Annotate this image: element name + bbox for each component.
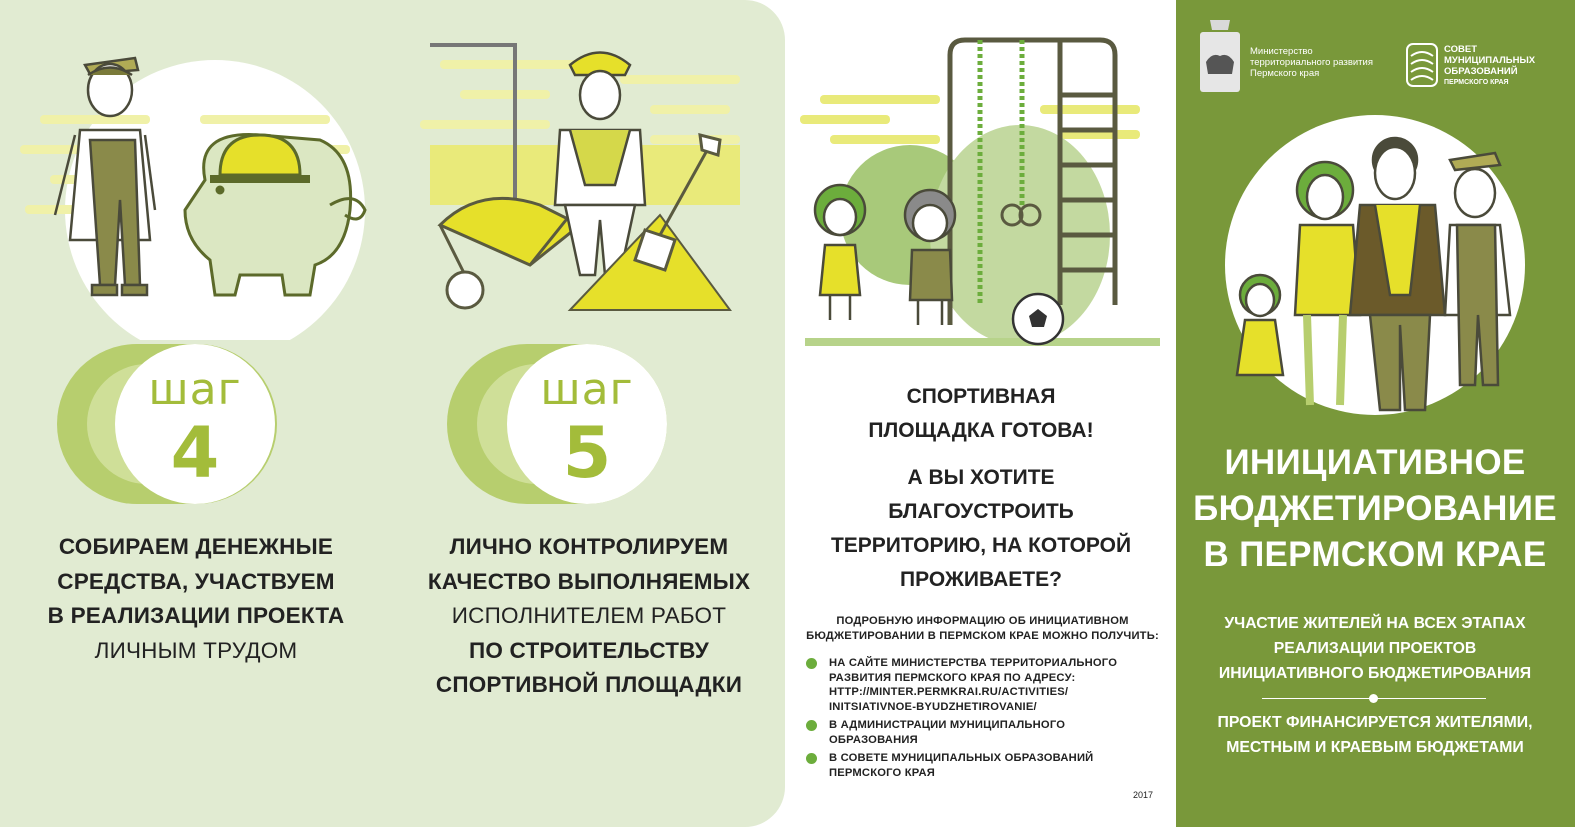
council-logo-icon [1405, 42, 1439, 90]
step5-line: ИСПОЛНИТЕЛЕМ РАБОТ [451, 603, 727, 628]
ministry-line: Министерство [1250, 46, 1313, 57]
bullet-icon [806, 720, 817, 731]
divider-dot [1369, 694, 1378, 703]
ministry-line: территориального развития [1250, 57, 1373, 68]
info-list [806, 656, 1166, 784]
ready-line: СПОРТИВНАЯ [906, 385, 1056, 408]
participation-line: РЕАЛИЗАЦИИ ПРОЕКТОВ [1273, 640, 1477, 657]
question-line: БЛАГОУСТРОИТЬ [888, 500, 1074, 523]
title-line: В ПЕРМСКОМ КРАЕ [1203, 535, 1547, 574]
info-line: НА САЙТЕ МИНИСТЕРСТВА ТЕРРИТОРИАЛЬНОГО [829, 657, 1118, 669]
question-heading [795, 461, 1167, 597]
step4-line: В РЕАЛИЗАЦИИ ПРОЕКТА [47, 603, 345, 628]
soccer-ball-icon [1013, 294, 1063, 344]
step4-number: 4 [170, 412, 220, 494]
council-line: СОВЕТ [1444, 44, 1478, 55]
council-name [1444, 44, 1535, 88]
ministry-name [1250, 46, 1373, 79]
step4-description [20, 530, 372, 668]
step4-line: СРЕДСТВА, УЧАСТВУЕМ [57, 568, 335, 594]
bullet-icon [806, 658, 817, 669]
wheelbarrow-icon [440, 198, 580, 308]
step5-line: ПО СТРОИТЕЛЬСТВУ [469, 637, 709, 663]
step5-description [412, 530, 766, 703]
year-label: 2017 [1133, 790, 1154, 800]
step4-line: СОБИРАЕМ ДЕНЕЖНЫЕ [58, 534, 334, 559]
info-intro [800, 614, 1165, 643]
step4-illustration [20, 40, 380, 340]
step4-badge [57, 344, 287, 504]
info-intro-line: ПОДРОБНУЮ ИНФОРМАЦИЮ ОБ ИНИЦИАТИВНОМ [836, 615, 1129, 627]
info-line: ПЕРМСКОГО КРАЯ [829, 766, 935, 779]
step5-circle [507, 344, 667, 504]
info-intro-line: БЮДЖЕТИРОВАНИИ В ПЕРМСКОМ КРАЕ МОЖНО ПОЛУЧИТЬ: [806, 629, 1159, 642]
council-line: МУНИЦИПАЛЬНЫХ [1444, 55, 1536, 66]
info-item-website [806, 656, 1166, 714]
step5-word: шаг [540, 364, 634, 415]
worker-icon [555, 53, 645, 276]
council-line: ПЕРМСКОГО КРАЯ [1444, 79, 1509, 86]
participation-line: УЧАСТИЕ ЖИТЕЛЕЙ НА ВСЕХ ЭТАПАХ [1224, 615, 1526, 632]
ministry-line: Пермского края [1250, 68, 1320, 79]
question-line: ТЕРРИТОРИЮ, НА КОТОРОЙ [830, 534, 1132, 557]
ready-line: ПЛОЩАДКА ГОТОВА! [868, 419, 1094, 442]
funding-line: МЕСТНЫМ И КРАЕВЫМ БЮДЖЕТАМИ [1226, 739, 1524, 756]
info-line: ОБРАЗОВАНИЯ [829, 733, 918, 746]
funding-line: ПРОЕКТ ФИНАНСИРУЕТСЯ ЖИТЕЛЯМИ, [1217, 714, 1533, 731]
title-line: БЮДЖЕТИРОВАНИЕ [1193, 489, 1557, 528]
step4-circle [115, 344, 275, 504]
info-item-council [806, 751, 1166, 780]
participation-text [1190, 611, 1560, 686]
family-illustration [1195, 115, 1555, 420]
playground-illustration [800, 35, 1165, 360]
info-line: В СОВЕТЕ МУНИЦИПАЛЬНЫХ ОБРАЗОВАНИЙ [829, 752, 1094, 764]
question-line: ПРОЖИВАЕТЕ? [900, 568, 1062, 591]
step5-badge [447, 344, 677, 504]
info-item-administration [806, 718, 1166, 747]
step4-line: ЛИЧНЫМ ТРУДОМ [94, 637, 298, 663]
title-line: ИНИЦИАТИВНОЕ [1224, 443, 1526, 482]
coat-of-arms-icon [1198, 18, 1242, 94]
step5-line: ЛИЧНО КОНТРОЛИРУЕМ [449, 534, 729, 559]
step5-line: СПОРТИВНОЙ ПЛОЩАДКИ [435, 672, 743, 697]
background-stripes [800, 95, 1140, 144]
participation-line: ИНИЦИАТИВНОГО БЮДЖЕТИРОВАНИЯ [1218, 665, 1532, 682]
council-line: ОБРАЗОВАНИЙ [1444, 66, 1518, 77]
info-url-line[interactable]: INITSIATIVNOE-BYUDZHETIROVANIE/ [829, 700, 1037, 713]
main-title [1190, 440, 1560, 578]
question-line: А ВЫ ХОТИТЕ [907, 466, 1055, 489]
funding-text [1190, 710, 1560, 760]
info-url-line[interactable]: HTTP://MINTER.PERMKRAI.RU/ACTIVITIES/ [829, 686, 1069, 698]
step4-word: шаг [148, 364, 242, 415]
step5-number: 5 [562, 412, 612, 494]
bullet-icon [806, 753, 817, 764]
ready-heading [795, 380, 1167, 448]
step5-line: КАЧЕСТВО ВЫПОЛНЯЕМЫХ [427, 568, 751, 594]
info-line: РАЗВИТИЯ ПЕРМСКОГО КРАЯ ПО АДРЕСУ: [829, 671, 1076, 684]
info-line: В АДМИНИСТРАЦИИ МУНИЦИПАЛЬНОГО [829, 719, 1066, 731]
step5-illustration [420, 35, 760, 335]
left-panel [0, 0, 785, 827]
